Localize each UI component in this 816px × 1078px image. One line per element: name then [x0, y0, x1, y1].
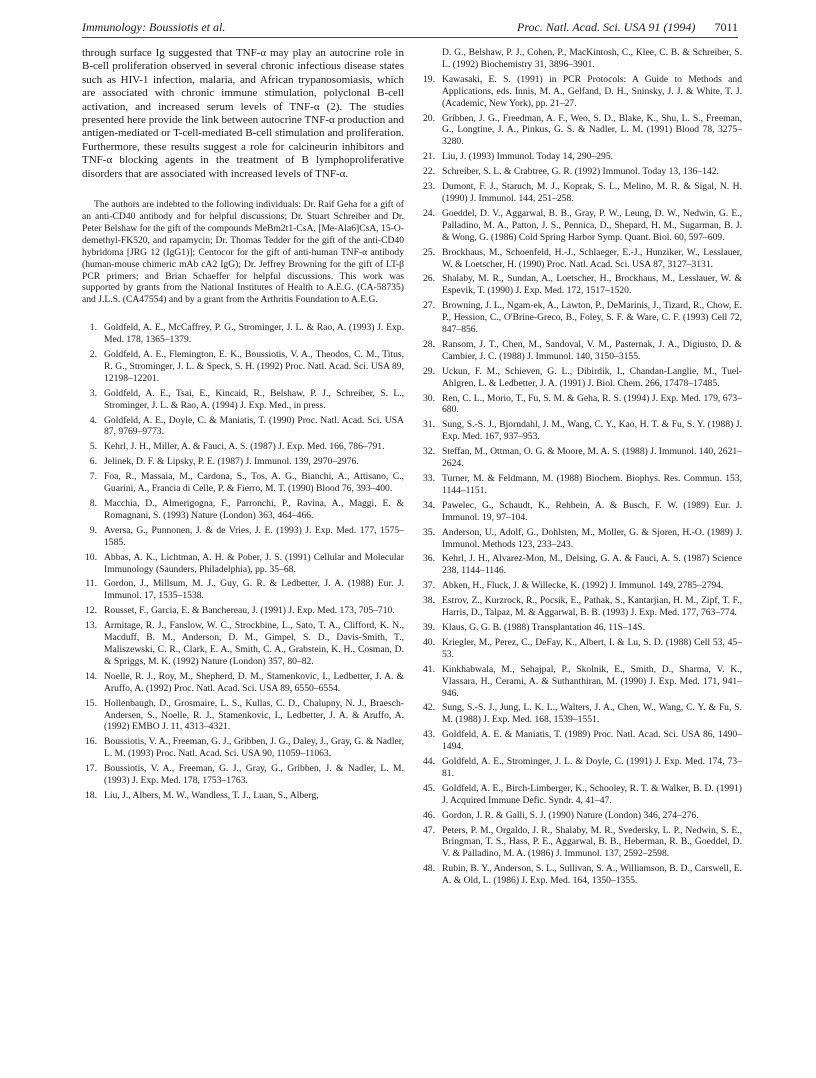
reference-number: 29.	[423, 365, 435, 377]
reference-text: Ransom, J. T., Chen, M., Sandoval, V. M., Pasternak, J. A., Digiusto, D. & Cambier, J. C. (1988) J. Immunol. 140, 3150–3155.	[442, 338, 742, 362]
reference-number: 44.	[423, 756, 435, 768]
reference-text: Boussiotis, V. A., Freeman, G. J., Gribben, J. G., Daley, J., Gray, G. & Nadler, L. M. (1993) Proc. Natl. Acad. Sci. USA 90, 11059–11063.	[104, 736, 404, 760]
reference-item	[82, 349, 404, 385]
reference-item	[420, 419, 742, 443]
reference-number: 11.	[85, 578, 97, 590]
reference-item	[420, 151, 742, 163]
reference-item	[82, 736, 404, 760]
reference-item	[82, 578, 404, 602]
reference-number: 10.	[85, 551, 97, 563]
reference-number: 47.	[423, 824, 435, 836]
reference-item	[82, 620, 404, 668]
reference-item	[82, 415, 404, 439]
reference-number: 33.	[423, 473, 435, 484]
reference-number: 35.	[423, 526, 435, 538]
reference-number: 30.	[423, 392, 435, 404]
reference-text: Goldfeld, A. E., McCaffrey, P. G., Strominger, J. L. & Rao, A. (1993) J. Exp. Med. 178, 1365–1379.	[104, 322, 404, 346]
reference-number: 31.	[423, 419, 435, 431]
reference-number: 23.	[423, 181, 435, 193]
reference-number: 45.	[423, 782, 435, 794]
reference-text: Liu, J. (1993) Immunol. Today 14, 290–295.	[442, 151, 614, 163]
reference-item	[420, 247, 742, 271]
reference-text: Boussiotis, V. A., Freeman, G. J., Gray, G., Gribben, J. & Nadler, L. M. (1993) J. Exp. Med. 178, 1753–1763.	[104, 763, 404, 787]
reference-text: Kinkhabwala, M., Sehajpal, P., Skolnik, E., Smith, D., Sharma, V. K., Vlassara, H., Cerami, A. & Suthanthiran, M. (1990) J. Exp. Med. 171, 941–946.	[442, 663, 742, 699]
reference-number: 18.	[85, 789, 97, 801]
reference-text: Estrov, Z., Kurzrock, R., Pocsik, E., Pathak, S., Kantarjian, H. M., Zipf, T. F., Harris, D., Talpaz, M. & Aggarwal, B. B. (1993) J. Exp. Med. 177, 763–774.	[442, 595, 742, 619]
reference-text: Macchia, D., Almerigogna, F., Parronchi, P., Ravina, A., Maggi, E. & Romagnani, S. (1993) Nature (London) 363, 464–466.	[104, 498, 404, 521]
reference-text: Peters, P. M., Orgaldo, J. R., Shalaby, M. R., Svedersky, L. P., Nedwin, S. E., Bringman, T. S., Hass, P. E., Aggarwal, B. B., Heberman, R. B., Goeddel, D. V. & Palladino, M. A. (1986) J. Immunol. 137, 2592–2598.	[442, 824, 742, 860]
reference-item	[420, 113, 742, 149]
reference-number: 39.	[423, 621, 435, 633]
header-rule	[82, 37, 738, 38]
reference-text: Steffan, M., Ottman, O. G. & Moore, M. A. S. (1988) J. Immunol. 140, 2621–2624.	[442, 446, 742, 470]
reference-text: Noelle, R. J., Roy, M., Shepherd, D. M., Stamenkovic, I., Ledbetter, J. A. & Aruffo, A. (1992) Proc. Natl. Acad. Sci. USA 89, 6550–6554.	[104, 670, 404, 694]
reference-text: Gordon, J. R. & Galli, S. J. (1990) Nature (London) 346, 274–276.	[442, 809, 699, 821]
reference-number: 22.	[423, 166, 435, 178]
reference-item	[420, 702, 742, 726]
reference-item	[420, 622, 742, 634]
reference-number: 25.	[423, 246, 435, 258]
reference-number: 21.	[423, 151, 435, 163]
reference-text: Kehrl, J. H., Alvarez-Mon, M., Delsing, G. A. & Fauci, A. S. (1987) Science 238, 1144–1146.	[442, 553, 742, 577]
reference-item	[82, 671, 404, 695]
reference-number: 28.	[423, 338, 435, 350]
reference-number: 46.	[423, 809, 435, 821]
reference-text: Rousset, F., Garcia, E. & Banchereau, J. (1991) J. Exp. Med. 173, 705–710.	[104, 605, 395, 617]
reference-text: Goeddel, D. V., Aggarwal, B. B., Gray, P. W., Leung, D. W., Nedwin, G. E., Palladino, M. A., Patton, J. S., Pennica, D., Shepard, H. M., Sugarman, B. J. & Wong, G. (1986) Cold Spring Harbor Symp. Quant. Biol. 60, 597–609.	[442, 207, 742, 243]
right-column	[420, 47, 742, 890]
running-header	[82, 20, 738, 38]
reference-number: 6.	[89, 456, 97, 468]
reference-number: 3.	[89, 387, 97, 399]
reference-number: 4.	[89, 414, 97, 426]
reference-item	[82, 498, 404, 522]
reference-number: 7.	[89, 471, 97, 483]
reference-number: 9.	[89, 524, 97, 536]
reference-item	[420, 339, 742, 363]
journal-citation: Proc. Natl. Acad. Sci. USA 91 (1994)	[517, 20, 696, 34]
reference-text: Jelinek, D. F. & Lipsky, P. E. (1987) J. Immunol. 139, 2970–2976.	[104, 456, 359, 468]
reference-number: 14.	[85, 670, 97, 682]
reference-text: Dumont, F. J., Staruch, M. J., Koprak, S. L., Melino, M. R. & Sigal, N. H. (1990) J. Immunol. 144, 251–258.	[442, 181, 742, 204]
reference-number: 13.	[85, 620, 97, 632]
reference-item	[82, 525, 404, 549]
reference-number: 37.	[423, 580, 435, 592]
reference-number: 16.	[85, 736, 97, 748]
reference-item	[82, 322, 404, 346]
page-number: 7011	[714, 20, 738, 34]
reference-list-left	[82, 322, 404, 802]
reference-text: Goldfeld, A. E., Birch-Limberger, K., Schooley, R. T. & Walker, B. D. (1991) J. Acquired Immune Defic. Syndr. 4, 41–47.	[442, 782, 742, 806]
reference-number: 1.	[89, 322, 97, 334]
reference-item	[420, 553, 742, 577]
reference-number: 40.	[423, 636, 435, 648]
reference-number: 32.	[423, 446, 435, 458]
running-head-journal-block	[517, 20, 738, 35]
reference-item	[420, 825, 742, 861]
reference-item	[82, 388, 404, 412]
reference-item	[420, 366, 742, 390]
reference-number: 41.	[423, 663, 435, 675]
reference-text: Foa, R., Massaia, M., Cardona, S., Tos, A. G., Bianchi, A., Attisano, C., Guarini, A., Francia di Celle, P. & Fierro, M. T. (1990) Blood 76, 393–400.	[104, 471, 404, 495]
reference-text: Goldfeld, A. E., Flemington, E. K., Boussiotis, V. A., Theodos, C. M., Titus, R. G., Strominger, J. L. & Speck, S. H. (1992) Proc. Natl. Acad. Sci. USA 89, 12198–12201.	[104, 349, 404, 384]
reference-number: 20.	[423, 112, 435, 124]
reference-text: Kawasaki, E. S. (1991) in PCR Protocols: A Guide to Methods and Applications, eds. Innis, M. A., Gelfand, D. H., Sninsky, J. J. & White, T. J. (Academic, New York), pp. 21–27.	[442, 73, 742, 109]
reference-text: Uckun, F. M., Schieven, G. L., Dibirdik, I., Chandan-Langlie, M., Tuel-Ahlgren, L. & Ledbetter, J. A. (1991) J. Biol. Chem. 266, 17478–17485.	[442, 365, 742, 389]
reference-text: Goldfeld, A. E., Strominger, J. L. & Doyle, C. (1991) J. Exp. Med. 174, 73–81.	[442, 756, 742, 779]
reference-text: Gribben, J. G., Freedman, A. F., Weo, S. D., Blake, K., Shu, L. S., Freeman, G., Longtine, J. A., Pinkus, G. S. & Nadler, L. M. (1991) Blood 78, 3275–3280.	[442, 112, 742, 148]
reference-text: Rubin, B. Y., Anderson, S. L., Sullivan, S. A., Williamson, B. D., Carswell, E. A. & Old, L. (1986) J. Exp. Med. 164, 1350–1355.	[442, 863, 742, 887]
reference-number: 19.	[423, 73, 435, 85]
reference-item	[420, 637, 742, 661]
reference-item	[420, 756, 742, 780]
reference-number: 5.	[89, 441, 97, 453]
reference-item	[420, 74, 742, 110]
reference-item	[82, 471, 404, 495]
reference-item	[82, 790, 404, 802]
reference-item	[420, 500, 742, 524]
reference-text: Klaus, G. G. B. (1988) Transplantation 46, 11S–14S.	[442, 621, 645, 633]
reference-text: Sung, S.-S. J., Bjorndahl, J. M., Wang, C. Y., Kao, H. T. & Fu, S. Y. (1988) J. Exp. Med. 167, 937–953.	[442, 419, 742, 443]
reference-item	[420, 166, 742, 178]
reference-text: Anderson, U., Adolf, G., Dohlsten, M., Moller, G. & Sjoren, H.-O. (1989) J. Immunol. Methods 123, 233–243.	[442, 526, 742, 550]
reference-number: 8.	[89, 498, 97, 509]
reference-item	[420, 446, 742, 470]
reference-text: Gordon, J., Millsum, M. J., Guy, G. R. & Ledbetter, J. A. (1988) Eur. J. Immunol. 17, 1535–1538.	[104, 578, 404, 602]
reference-item	[82, 456, 404, 468]
reference-item	[420, 664, 742, 700]
reference-number: 24.	[423, 207, 435, 219]
reference-item	[420, 273, 742, 297]
reference-item	[420, 393, 742, 417]
reference-text: Goldfeld, A. E. & Maniatis, T. (1989) Proc. Natl. Acad. Sci. USA 86, 1490–1494.	[442, 729, 742, 753]
reference-item	[420, 783, 742, 807]
reference-number: 17.	[85, 763, 97, 775]
reference-item	[82, 552, 404, 576]
reference-number: 42.	[423, 702, 435, 714]
reference-text: Kriegler, M., Perez, C., DeFay, K., Albert, I. & Lu, S. D. (1988) Cell 53, 45–53.	[442, 636, 742, 660]
reference-number: 15.	[85, 697, 97, 709]
reference-text: Abken, H., Fluck, J. & Willecke, K. (1992) J. Immunol. 149, 2785–2794.	[442, 580, 724, 592]
reference-item	[82, 441, 404, 453]
reference-item	[420, 580, 742, 592]
reference-number: 48.	[423, 863, 435, 875]
reference-number: 12.	[85, 605, 97, 617]
reference-text: Turner, M. & Feldmann, M. (1988) Biochem. Biophys. Res. Commun. 153, 1144–1151.	[442, 473, 742, 496]
reference-text: Goldfeld, A. E., Doyle, C. & Maniatis, T. (1990) Proc. Natl. Acad. Sci. USA 87, 9769–9773.	[104, 414, 404, 438]
reference-item	[420, 208, 742, 244]
reference-text: Schreiber, S. L. & Crabtree, G. R. (1992) Immunol. Today 13, 136–142.	[442, 166, 719, 178]
reference-text: Ren, C. L., Morio, T., Fu, S. M. & Geha, R. S. (1994) J. Exp. Med. 179, 673–680.	[442, 392, 742, 416]
reference-item	[82, 763, 404, 787]
reference-item	[420, 863, 742, 887]
reference-text: Hollenbaugh, D., Grosmaire, L. S., Kullas, C. D., Chalupny, N. J., Braesch-Andersen, S., Noelle, R. J., Stamenkovic, I., Ledbetter, J. A. & Aruffo, A. (1992) EMBO J. 11, 4313–4321.	[104, 697, 404, 733]
reference-list-right	[420, 74, 742, 887]
reference-number: 36.	[423, 553, 435, 565]
reference-number: 2.	[89, 349, 97, 361]
reference-number: 27.	[423, 300, 435, 312]
reference-text: Abbas, A. K., Lichtman, A. H. & Pober, J. S. (1991) Cellular and Molecular Immunology (Saunders, Philadelphia), pp. 35–68.	[104, 551, 404, 575]
reference-item	[82, 698, 404, 734]
reference-text: Brockhaus, M., Schoenfeld, H.-J., Schlaeger, E.-J., Hunziker, W., Lesslauer, W. & Loetscher, H. (1990) Proc. Natl. Acad. Sci. USA 87, 3127–3131.	[442, 246, 742, 270]
reference-number: 38.	[423, 595, 435, 607]
reference-text: Browning, J. L., Ngam-ek, A., Lawton, P., DeMarinis, J., Tizard, R., Chow, E. P., Hession, C., O'Brine-Greco, B., Foley, S. F. & Ware, C. F. (1993) Cell 72, 847–856.	[442, 300, 742, 336]
reference-item	[420, 473, 742, 497]
reference-text: Shalaby, M. R., Sundan, A., Loetscher, H., Brockhaus, M., Lesslauer, W. & Espevik, T. (1990) J. Exp. Med. 172, 1517–1520.	[442, 273, 742, 297]
reference-item	[420, 300, 742, 336]
reference-number: 34.	[423, 499, 435, 511]
reference-item	[82, 605, 404, 617]
reference-item	[420, 527, 742, 551]
reference-item	[420, 181, 742, 205]
reference-item	[420, 810, 742, 822]
conclusion-paragraph: through surface Ig suggested that TNF-α may play an autocrine role in B-cell proliferation observed in several chronic infectious disease states such as HIV-1 infection, malaria, and African trypanosomiasis, which are associated with chronic immune stimulation, polyclonal B-cell activation, and increased serum levels of TNF-α (2). The studies presented here provide the link between autocrine TNF-α production and antigen-mediated or T-cell-mediated B-cell stimulation and proliferation. Furthermore, these results suggest a role for calcineurin inhibitors and TNF-α blocking agents in the treatment of B lymphoproliferative disorders that are associated with increased levels of TNF-α.	[82, 47, 404, 180]
reference-text: Liu, J., Albers, M. W., Wandless, T. J., Luan, S., Alberg,	[104, 789, 319, 801]
reference-number: 26.	[423, 273, 435, 285]
left-column	[82, 47, 404, 805]
reference-continuation: D. G., Belshaw, P. J., Cohen, P., MacKintosh, C., Klee, C. B. & Schreiber, S. L. (1992) Biochemistry 31, 3896–3901.	[442, 47, 742, 70]
reference-text: Sung, S.-S. J., Jung, L. K. L., Walters, J. A., Chen, W., Wang, C. Y. & Fu, S. M. (1988) J. Exp. Med. 168, 1539–1551.	[442, 702, 742, 726]
reference-item	[420, 729, 742, 753]
reference-number: 43.	[423, 729, 435, 741]
reference-text: Armitage, R. J., Fanslow, W. C., Strockbine, L., Sato, T. A., Clifford, K. N., Macduff, B. M., Anderson, D. M., Gimpel, S. D., Davis-Smith, T., Maliszewski, C. R., Clark, E. A., Smith, C. A., Grabstein, K. H., Cosman, D. & Spriggs, M. K. (1992) Nature (London) 357, 80–82.	[104, 620, 404, 667]
reference-item	[420, 595, 742, 619]
reference-text: Aversa, G., Punnonen, J. & de Vries, J. E. (1993) J. Exp. Med. 177, 1575–1585.	[104, 524, 404, 548]
acknowledgments: The authors are indebted to the following individuals: Dr. Raif Geha for a gift of an anti-CD40 antibody and for helpful discussions; Dr. Stuart Schreiber and Dr. Peter Belshaw for the gift of the compounds MeBm2t1-CsA, [Me-Ala6]CsA, 15-O-demethyl-FK520, and rapamycin; Dr. Thomas Tedder for the gift of the anti-CD40 hybridoma [JRG 12 (IgG1)]; Centocor for the gift of anti-human TNF-α antibody (human-mouse chimeric mAb cA2 IgG); Dr. Jeffrey Browning for the gift of LT-β PCR primers; and Brian Schaeffer for helpful discussions. This work was supported by grants from the National Institutes of Health to A.E.G. (CA-58735) and J.L.S. (CA47554) and by a grant from the Arthritis Foundation to A.E.G.	[82, 199, 404, 306]
reference-text: Goldfeld, A. E., Tsai, E., Kincaid, R., Belshaw, P. J., Schreiber, S. L., Strominger, J. L. & Rao, A. (1994) J. Exp. Med., in press.	[104, 387, 404, 411]
running-head-authors: Immunology: Boussiotis et al.	[82, 20, 226, 34]
reference-text: Pawelec, G., Schaudt, K., Rehbein, A. & Busch, F. W. (1989) Eur. J. Immunol. 19, 97–104.	[442, 499, 742, 523]
reference-text: Kehrl, J. H., Miller, A. & Fauci, A. S. (1987) J. Exp. Med. 166, 786–791.	[104, 441, 385, 453]
